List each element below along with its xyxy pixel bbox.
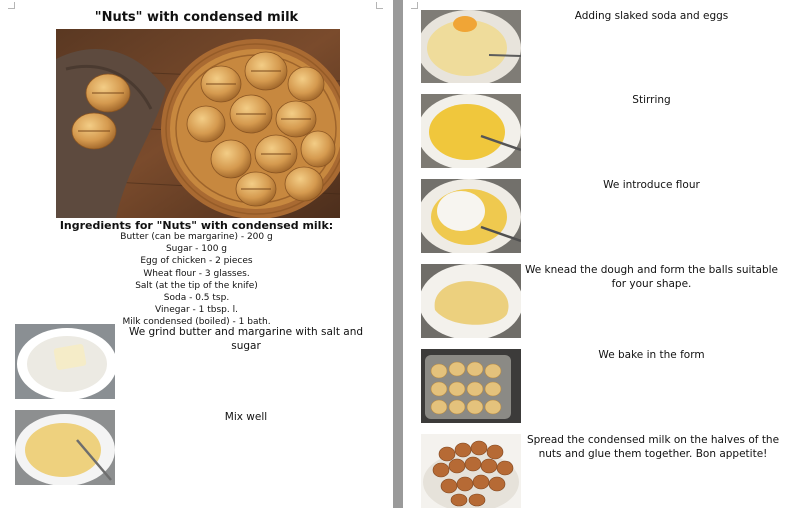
hero-photo-nuts-basket xyxy=(56,29,340,218)
page-corner-mark xyxy=(376,2,383,9)
page-corner-mark xyxy=(411,2,418,9)
step-photo-finished-nuts xyxy=(421,434,521,508)
ingredient-item: Vinegar - 1 tbsp. l. xyxy=(155,305,238,316)
step-photo-flour xyxy=(421,179,521,253)
step-text: Mix well xyxy=(224,411,268,423)
ingredient-item: Butter (can be margarine) - 200 g xyxy=(120,232,273,242)
step-text: We knead the dough and form the balls suitable for your shape. xyxy=(524,264,779,290)
ingredient-item: Sugar - 100 g xyxy=(165,244,228,255)
step-photo-baking-form xyxy=(421,349,521,423)
recipe-title: "Nuts" with condensed milk xyxy=(94,10,299,25)
step-photo-stirring xyxy=(421,94,521,168)
step-text: Adding slaked soda and eggs xyxy=(574,10,729,22)
ingredients-list xyxy=(0,231,393,329)
step-text: Stirring xyxy=(632,94,671,106)
step-text: We bake in the form xyxy=(598,349,705,361)
step-text: We grind butter and margarine with salt and sugar xyxy=(128,326,364,352)
ingredient-item: Milk condensed (boiled) - 1 bath. xyxy=(122,317,271,328)
step-photo-mixing xyxy=(15,410,115,485)
page-corner-mark xyxy=(8,2,15,9)
step-photo-soda-eggs xyxy=(421,10,521,83)
ingredient-item: Soda - 0.5 tsp. xyxy=(163,293,230,304)
step-text: We introduce flour xyxy=(603,179,700,191)
document-page-left xyxy=(0,0,393,508)
document-page-right xyxy=(403,0,800,508)
step-text: Spread the condensed milk on the halves of the nuts and glue them together. Bon appetite! xyxy=(526,434,780,460)
ingredient-item: Egg of chicken - 2 pieces xyxy=(140,256,253,267)
ingredients-heading: Ingredients for "Nuts" with condensed milk: xyxy=(59,219,334,232)
ingredient-item: Wheat flour - 3 glasses. xyxy=(143,268,250,279)
ingredient-item: Salt (at the tip of the knife) xyxy=(135,280,258,291)
step-photo-butter xyxy=(15,324,115,399)
step-photo-dough xyxy=(421,264,521,338)
